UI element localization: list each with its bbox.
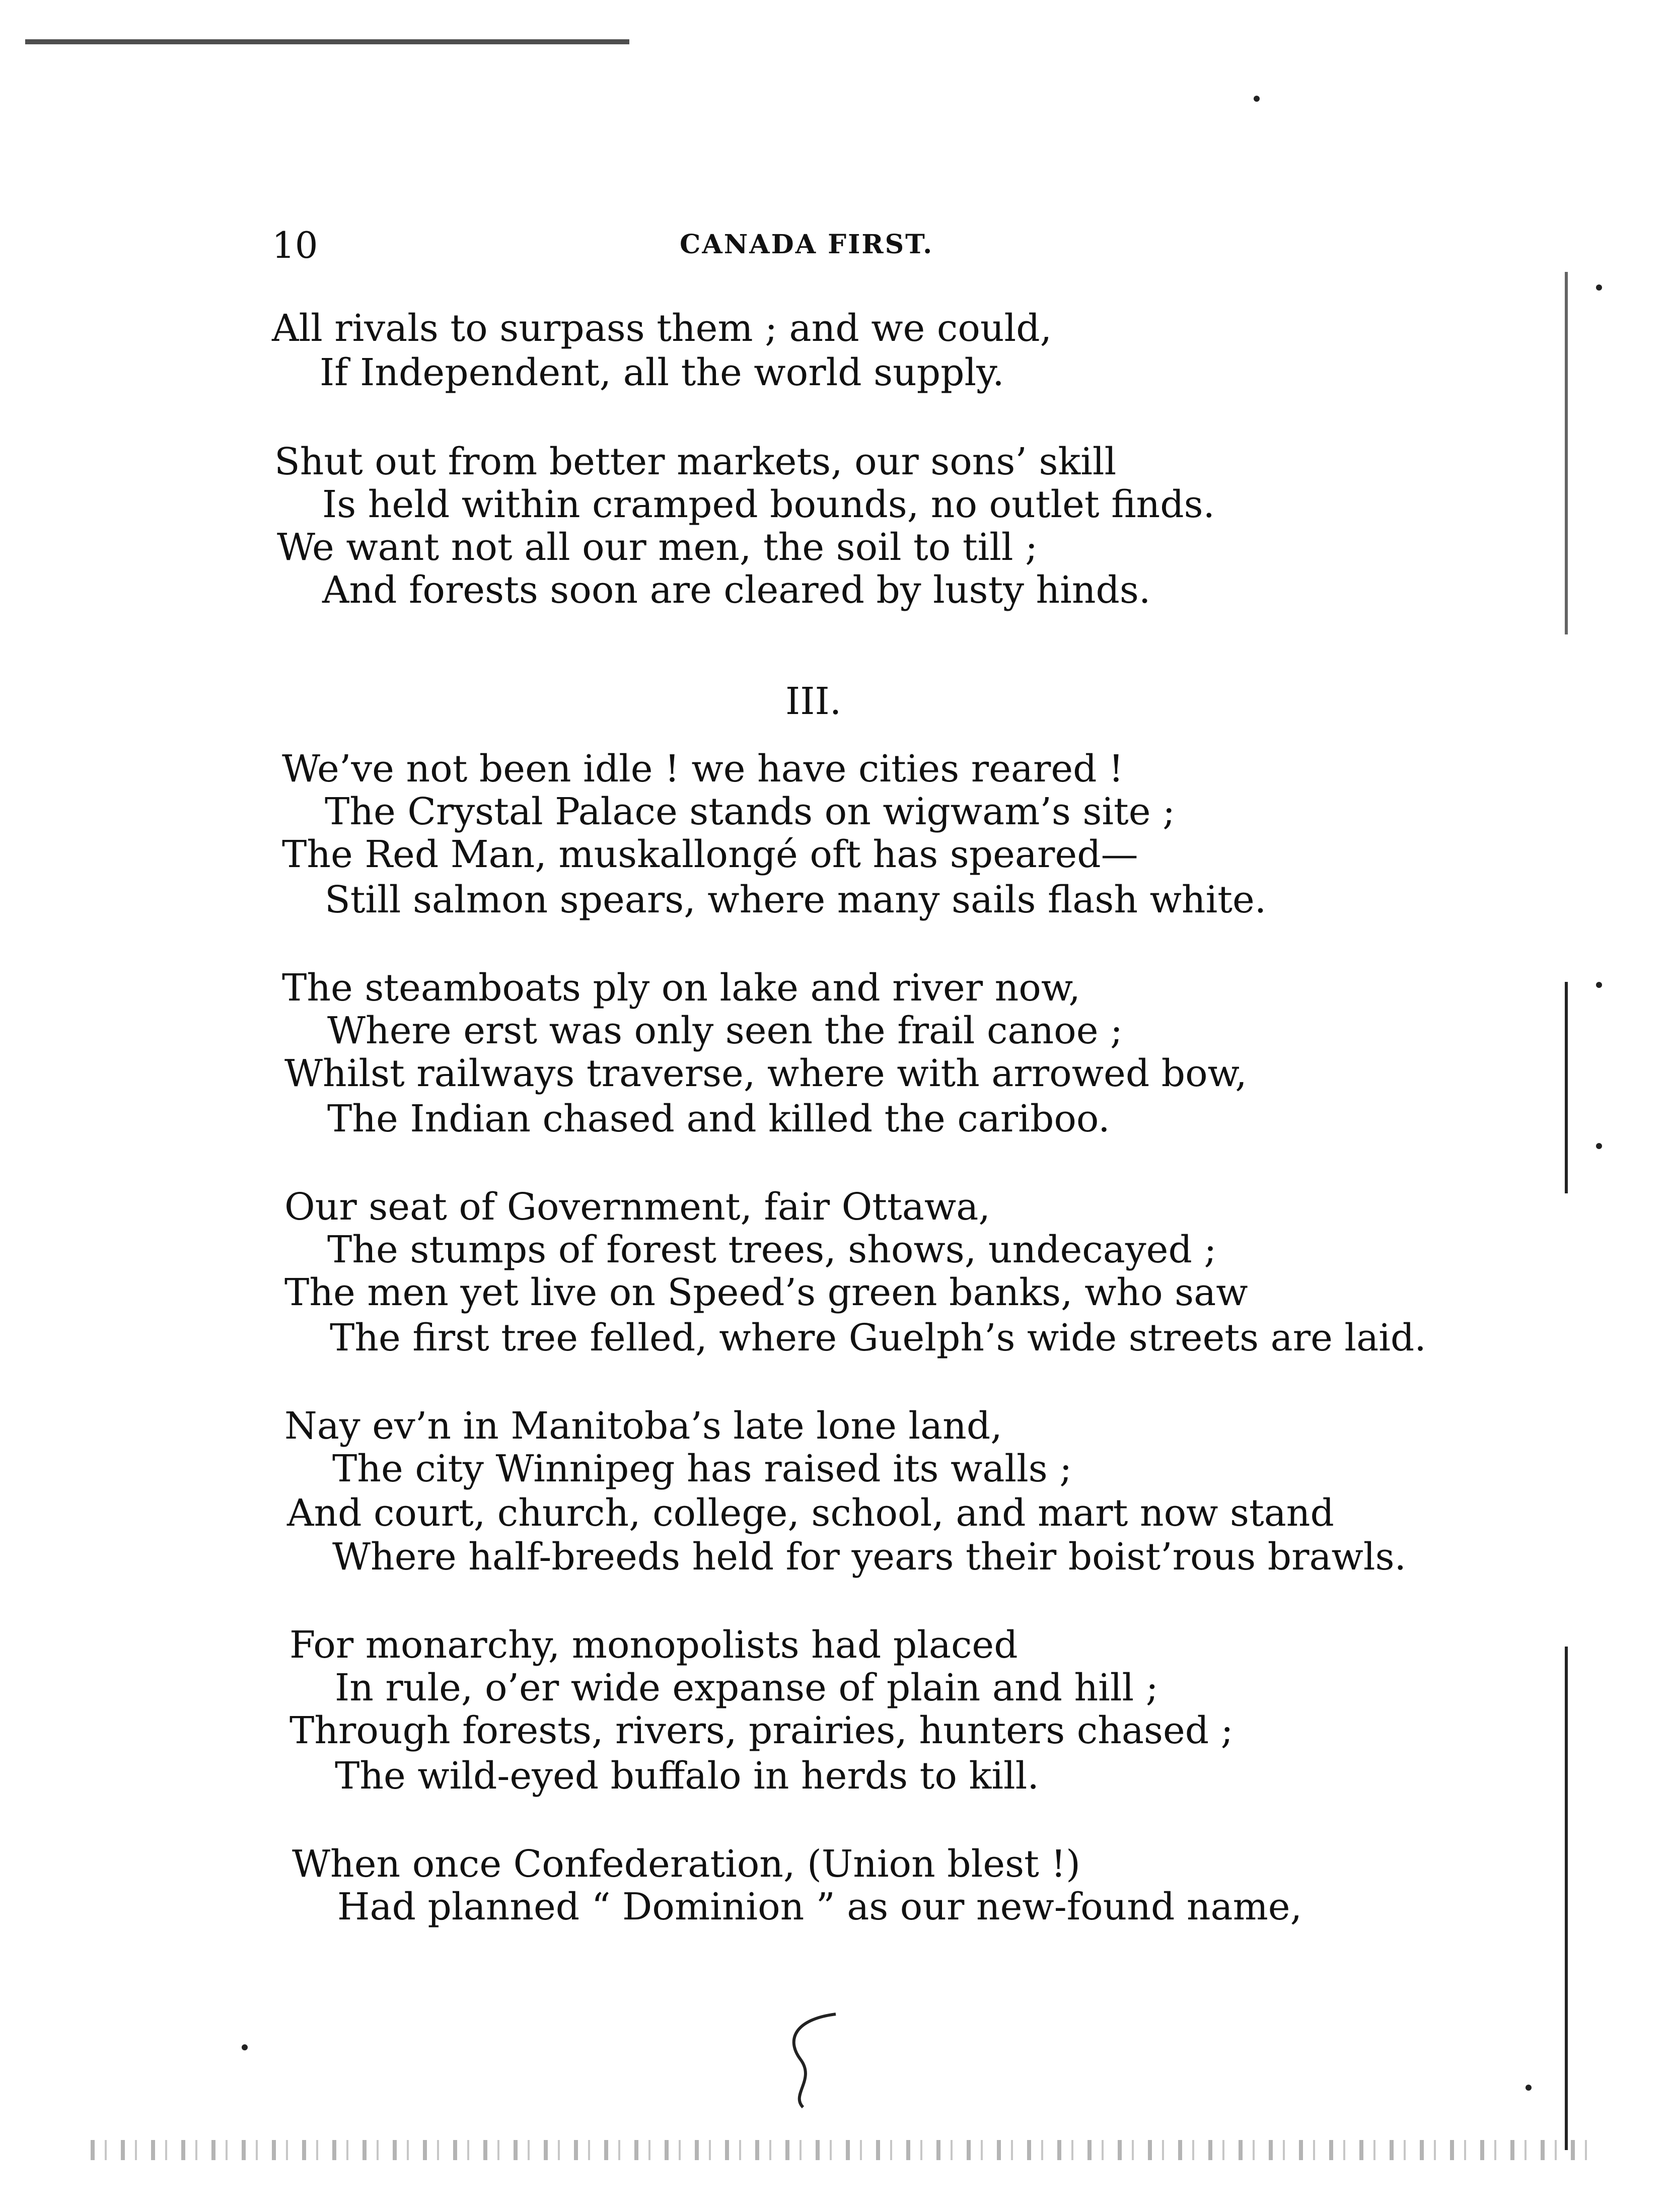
scan-speck bbox=[1254, 96, 1260, 102]
poem-line: In rule, o’er wide expanse of plain and hill ; bbox=[335, 1666, 1158, 1709]
poem-line: And forests soon are cleared by lusty hinds. bbox=[322, 568, 1151, 612]
poem-line: We want not all our men, the soil to till ; bbox=[277, 526, 1038, 569]
poem-line: The Indian chased and killed the cariboo. bbox=[327, 1097, 1110, 1140]
poem-line: Where erst was only seen the frail canoe ; bbox=[327, 1009, 1123, 1052]
scan-speck bbox=[1596, 982, 1602, 988]
scan-top-rule bbox=[25, 39, 629, 44]
page-number: 10 bbox=[272, 224, 318, 266]
binding-edge-mark bbox=[1565, 272, 1568, 634]
poem-line: Still salmon spears, where many sails flash white. bbox=[325, 878, 1267, 921]
poem-line: The wild-eyed buffalo in herds to kill. bbox=[335, 1754, 1039, 1798]
ink-squiggle bbox=[780, 2009, 846, 2110]
scan-speck bbox=[1526, 2085, 1532, 2091]
running-title: CANADA FIRST. bbox=[680, 229, 934, 260]
poem-line: The stumps of forest trees, shows, undecayed ; bbox=[327, 1228, 1217, 1271]
poem-line: Our seat of Government, fair Ottawa, bbox=[284, 1185, 990, 1229]
page-header bbox=[272, 224, 1500, 269]
poem-line: Through forests, rivers, prairies, hunters chased ; bbox=[289, 1709, 1233, 1752]
scan-speck bbox=[242, 2044, 248, 2050]
scan-bottom-noise bbox=[91, 2140, 1601, 2160]
poem-line: The men yet live on Speed’s green banks, who saw bbox=[284, 1271, 1248, 1314]
poem-line: The Crystal Palace stands on wigwam’s site ; bbox=[325, 790, 1176, 833]
poem-line: The steamboats ply on lake and river now, bbox=[282, 966, 1080, 1010]
poem-line: Nay ev’n in Manitoba’s late lone land, bbox=[284, 1404, 1002, 1448]
poem-line: Is held within cramped bounds, no outlet finds. bbox=[322, 483, 1215, 526]
poem-line: The Red Man, muskallongé oft has speared— bbox=[282, 833, 1138, 876]
binding-edge-mark bbox=[1565, 1647, 1568, 2150]
poem-line: The first tree felled, where Guelph’s wide streets are laid. bbox=[330, 1316, 1426, 1360]
poem-line: Had planned “ Dominion ” as our new-found name, bbox=[337, 1885, 1302, 1929]
poem-line: Whilst railways traverse, where with arrowed bow, bbox=[284, 1052, 1247, 1095]
section-numeral: III. bbox=[785, 680, 842, 723]
poem-line: And court, church, college, school, and mart now stand bbox=[287, 1491, 1334, 1535]
poem-line: All rivals to surpass them ; and we could, bbox=[272, 307, 1052, 350]
poem-line: The city Winnipeg has raised its walls ; bbox=[332, 1447, 1072, 1490]
scan-speck bbox=[1596, 284, 1602, 291]
poem-line: Where half-breeds held for years their boist’rous brawls. bbox=[332, 1535, 1407, 1579]
binding-edge-mark bbox=[1565, 982, 1568, 1193]
scan-speck bbox=[1596, 1143, 1602, 1149]
poem-line: Shut out from better markets, our sons’ skill bbox=[274, 440, 1117, 483]
poem-line: If Independent, all the world supply. bbox=[320, 351, 1004, 394]
poem-line: For monarchy, monopolists had placed bbox=[289, 1623, 1018, 1667]
poem-line: We’ve not been idle ! we have cities reared ! bbox=[282, 747, 1124, 791]
poem-line: When once Confederation, (Union blest !) bbox=[292, 1842, 1080, 1886]
